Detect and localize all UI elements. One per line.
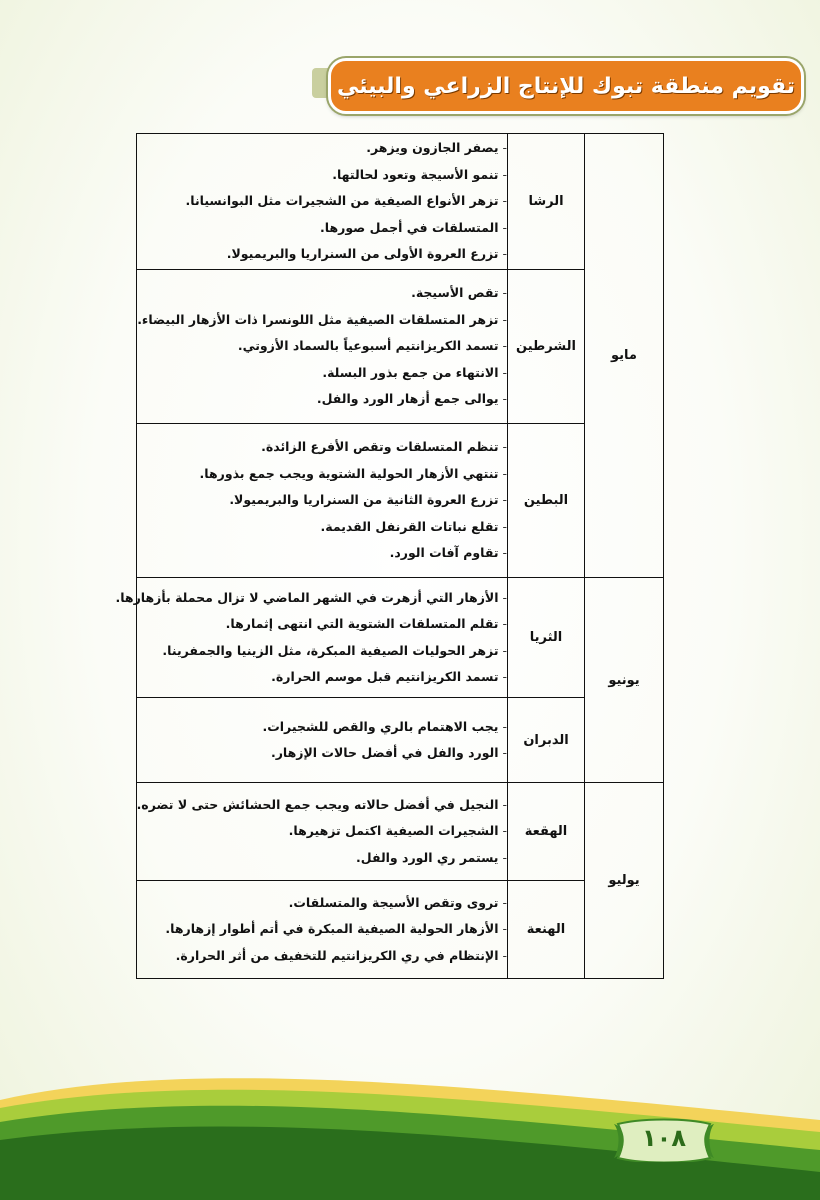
notes-cell [137,698,508,783]
table-row [137,134,664,270]
notes-list [137,714,507,767]
note-item: - الأزهار التي أزهرت في الشهر الماضي لا تزال محملة بأزهارها. [137,585,507,612]
note-item: - تقاوم آفات الورد. [137,540,507,567]
note-item: - النجيل في أفضل حالاته ويجب جمع الحشائش حتى لا تضره. [137,792,507,819]
note-item: - تزهر الأنواع الصيفية من الشجيرات مثل البوانسيانا. [137,188,507,215]
note-item: - تروى وتقص الأسيجة والمتسلقات. [137,890,507,917]
note-item: - تزهر الحوليات الصيفية المبكرة، مثل الزينيا والجمفرينا. [137,638,507,665]
table-row [137,698,664,783]
note-item: - يصفر الجازون ويزهر. [137,135,507,162]
period-cell: الهقعة [508,783,585,881]
notes-list [137,890,507,970]
note-item: - تزهر المتسلقات الصيفية مثل اللونسرا ذات الأزهار البيضاء. [137,307,507,334]
note-item: - تقلم المتسلقات الشتوية التي انتهى إثمارها. [137,611,507,638]
header-banner [328,58,804,114]
note-item: - تزرع العروة الثانية من السنراريا والبريميولا. [137,487,507,514]
note-item: - المتسلقات في أجمل صورها. [137,215,507,242]
notes-list [137,280,507,413]
notes-cell [137,270,508,424]
notes-list [137,434,507,567]
garden-calendar-table [115,133,664,979]
notes-cell [115,578,508,698]
note-item: - الورد والفل في أفضل حالات الإزهار. [137,740,507,767]
table-row [137,783,664,881]
note-item: - تزرع العروة الأولى من السنراريا والبريميولا. [137,241,507,268]
note-item: - تقلع نباتات القرنفل القديمة. [137,514,507,541]
table-row [137,270,664,424]
period-cell: البطين [508,424,585,578]
notes-cell [137,424,508,578]
note-item: - الانتهاء من جمع بذور البسلة. [137,360,507,387]
month-cell-may: مايو [585,134,664,578]
notes-list [137,135,507,268]
note-item: - تنتهي الأزهار الحولية الشتوية ويجب جمع بذورها. [137,461,507,488]
period-cell: الشرطين [508,270,585,424]
note-item: - يستمر ري الورد والفل. [137,845,507,872]
notes-cell [137,134,508,270]
table-row [137,424,664,578]
note-item: - يوالى جمع أزهار الورد والفل. [137,386,507,413]
note-item: - يجب الاهتمام بالري والقص للشجيرات. [137,714,507,741]
page-header-title: تقويم منطقة تبوك للإنتاج الزراعي والبيئي [336,73,796,99]
note-item: - تنظم المتسلقات وتقص الأفرع الزائدة. [137,434,507,461]
note-item: - الإنتظام في ري الكريزانتيم للتخفيف من أثر الحرارة. [137,943,507,970]
note-item: - تسمد الكريزانتيم أسبوعياً بالسماد الأزوتي. [137,333,507,360]
notes-list [137,792,507,872]
period-cell: الدبران [508,698,585,783]
note-item: - تسمد الكريزانتيم قبل موسم الحرارة. [137,664,507,691]
notes-list [115,585,507,691]
month-cell-july: يوليو [585,783,664,979]
notes-cell [137,881,508,979]
note-item: - الأزهار الحولية الصيفية المبكرة في أتم أطوار إزهارها. [137,916,507,943]
table-row [137,881,664,979]
note-item: - تقص الأسيجة. [137,280,507,307]
page-number: ١٠٨ [642,1124,686,1152]
notes-cell [137,783,508,881]
period-cell: الثريا [508,578,585,698]
period-cell: الرشا [508,134,585,270]
period-cell: الهنعة [508,881,585,979]
note-item: - الشجيرات الصيفية اكتمل تزهيرها. [137,818,507,845]
note-item: - تنمو الأسيجة وتعود لحالتها. [137,162,507,189]
table-row [137,578,664,698]
month-cell-june: يونيو [585,578,664,783]
